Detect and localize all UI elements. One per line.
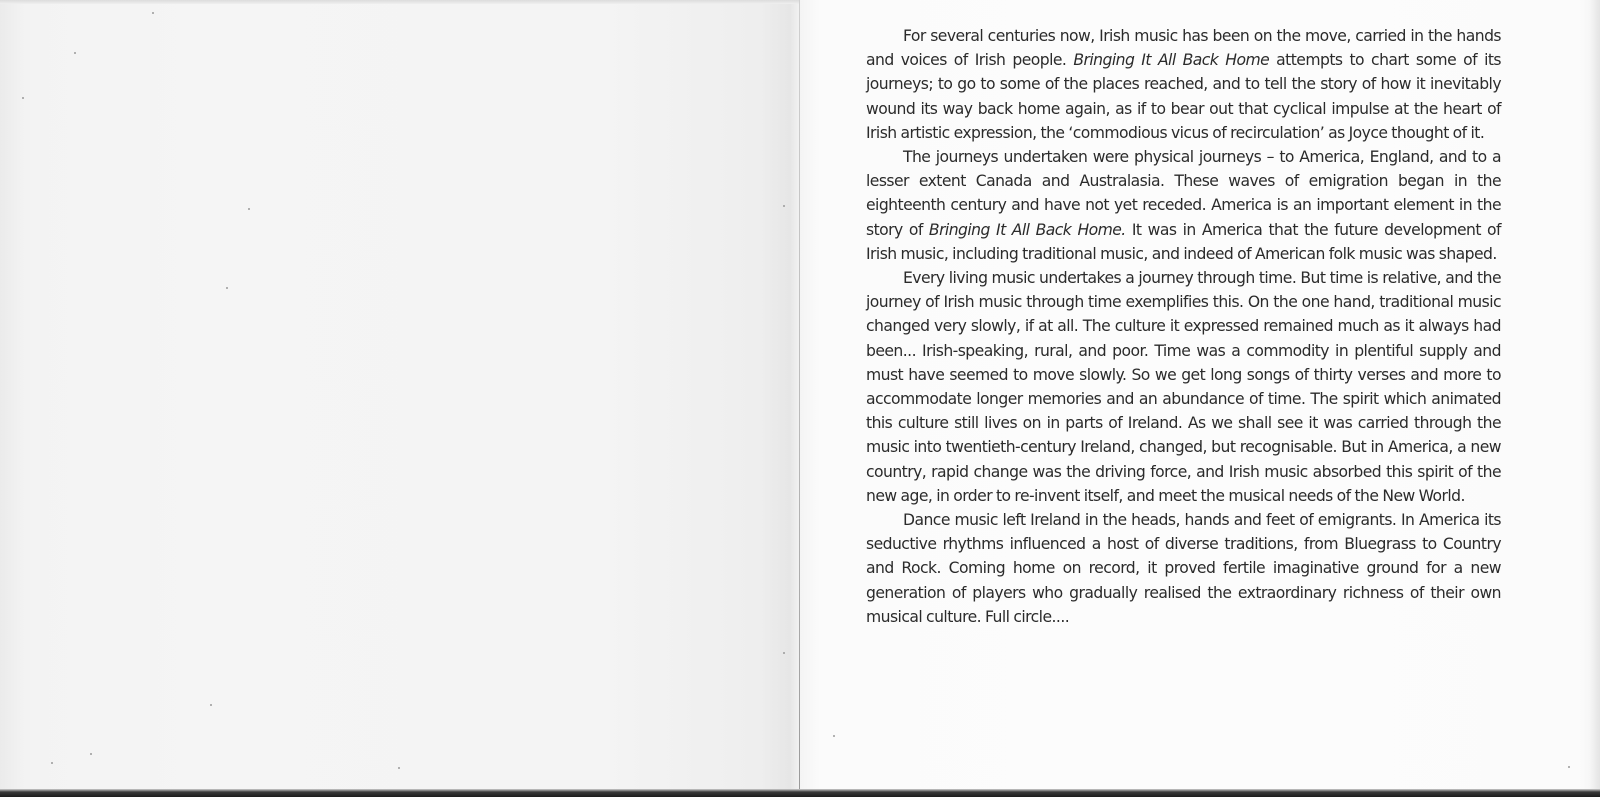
body-text	[866, 24, 1501, 629]
book-title-italic: Bringing It All Back Home	[1073, 51, 1270, 70]
paper-speck	[51, 762, 53, 764]
paper-speck	[1568, 766, 1570, 768]
paper-speck	[226, 287, 228, 289]
paper-speck	[783, 652, 785, 654]
paper-speck	[22, 97, 24, 99]
paper-speck	[833, 735, 835, 737]
paper-speck	[152, 12, 154, 14]
paper-speck	[398, 767, 400, 769]
paragraph-1	[866, 24, 1501, 145]
paragraph-2	[866, 145, 1501, 266]
left-page	[0, 0, 800, 790]
paper-speck	[210, 704, 212, 706]
right-page-edge	[1590, 0, 1600, 790]
scan-bottom-edge	[0, 789, 1600, 797]
paragraph-1-text-a: For several centuries now, Irish music has been on the move, carried in the hands and voices of Irish people.	[866, 27, 1501, 70]
book-title-italic: Bringing It All Back Home.	[928, 220, 1126, 239]
paragraph-4-text: Dance music left Ireland in the heads, hands and feet of emigrants. In America its seductive rhythms influenced a host of diverse traditions, from Bluegrass to Country and Rock. Coming home on record, it proved fertile imaginative ground for a new generation of players who gradually realised the extraordinary richness of their own musical culture. Full circle....	[866, 511, 1501, 626]
paragraph-1-text-b: attempts to chart some of its journeys; to go to some of the places reached, and to tell the story of how it inevitably wound its way back home again, as if to bear out that cyclical impulse at the heart of Irish artistic expression, the ‘commodious vicus of recirculation’ as Joyce thought of it.	[866, 51, 1501, 142]
paragraph-3	[866, 266, 1501, 508]
left-page-top-edge	[0, 0, 800, 4]
paper-speck	[783, 205, 785, 207]
paragraph-2-text-a: The journeys undertaken were physical journeys – to America, England, and to a lesser extent Canada and Australasia. These waves of emigration began in the eighteenth century and have not yet receded. America is an important element in the story of	[866, 148, 1501, 239]
paper-speck	[248, 208, 250, 210]
paragraph-4	[866, 508, 1501, 629]
paragraph-3-text: Every living music undertakes a journey through time. But time is relative, and the journey of Irish music through time exemplifies this. On the one hand, traditional music changed very slowly, if at all. The culture it expressed remained much as it always had been... Irish-speaking, rural, and poor. Time was a commodity in plentiful supply and must have seemed to move slowly. So we get long songs of thirty verses and more to accommodate longer memories and an abundance of time. The spirit which animated this culture still lives on in parts of Ireland. As we shall see it was carried through the music into twentieth-century Ireland, changed, but recognisable. But in America, a new country, rapid change was the driving force, and Irish music absorbed this spirit of the new age, in order to re-invent itself, and meet the musical needs of the New World.	[866, 269, 1501, 505]
paper-speck	[74, 52, 76, 54]
paragraph-2-text-b: It was in America that the future development of Irish music, including traditional music, and indeed of American folk music was shaped.	[866, 220, 1501, 263]
paper-speck	[90, 753, 92, 755]
book-spine	[799, 0, 800, 790]
